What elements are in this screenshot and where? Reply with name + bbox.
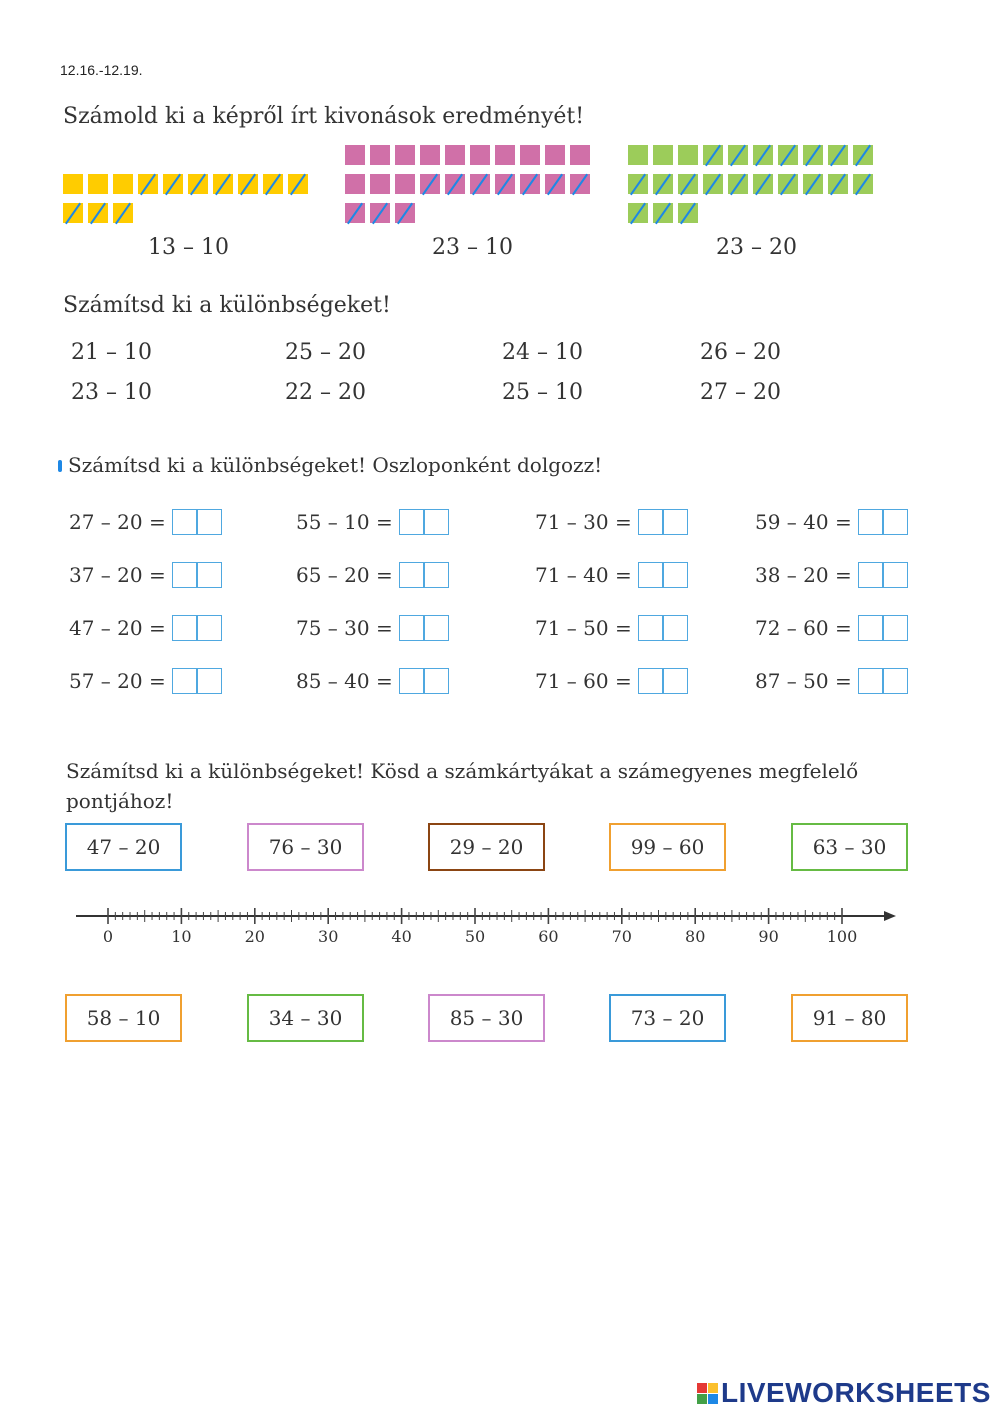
answer-box[interactable] <box>172 509 223 535</box>
tick-label: 60 <box>538 927 559 946</box>
equation-text: 85 – 40 = <box>296 669 393 693</box>
unit-square <box>63 174 83 194</box>
unit-square <box>545 145 565 165</box>
unit-square <box>628 145 648 165</box>
unit-square <box>803 145 823 165</box>
answer-box[interactable] <box>399 615 450 641</box>
equation-row <box>69 615 222 641</box>
unit-square <box>753 145 773 165</box>
number-card[interactable]: 29 – 20 <box>428 823 545 871</box>
unit-square <box>63 203 83 223</box>
tick-label: 100 <box>826 927 858 946</box>
unit-square <box>420 174 440 194</box>
unit-square <box>803 174 823 194</box>
unit-square <box>678 145 698 165</box>
unit-square <box>370 145 390 165</box>
tick-label: 70 <box>611 927 632 946</box>
group-label-3: 23 – 20 <box>716 235 797 260</box>
difference-item: 25 – 20 <box>285 340 366 365</box>
group-label-1: 13 – 10 <box>148 235 229 260</box>
unit-square <box>828 145 848 165</box>
equation-row <box>296 509 449 535</box>
unit-square <box>753 174 773 194</box>
difference-item: 25 – 10 <box>502 380 583 405</box>
equation-text: 55 – 10 = <box>296 510 393 534</box>
answer-box[interactable] <box>858 509 909 535</box>
section3-heading: Számítsd ki a különbségeket! Oszloponként dolgozz! <box>68 453 603 477</box>
difference-item: 23 – 10 <box>71 380 152 405</box>
unit-square <box>703 145 723 165</box>
unit-square <box>88 203 108 223</box>
answer-box[interactable] <box>172 615 223 641</box>
unit-square <box>778 174 798 194</box>
unit-square <box>728 174 748 194</box>
unit-square <box>288 174 308 194</box>
unit-square <box>445 174 465 194</box>
equation-row <box>69 668 222 694</box>
tick-label: 10 <box>171 927 192 946</box>
equation-text: 37 – 20 = <box>69 563 166 587</box>
unit-square <box>420 145 440 165</box>
answer-box[interactable] <box>172 668 223 694</box>
tick-label: 20 <box>244 927 265 946</box>
unit-square <box>395 174 415 194</box>
unit-square <box>395 203 415 223</box>
section4-heading: Számítsd ki a különbségeket! Kösd a számkártyákat a számegyenes megfelelő pontjához! <box>66 759 859 813</box>
equation-text: 75 – 30 = <box>296 616 393 640</box>
equation-row <box>535 562 688 588</box>
arrow-head-icon <box>884 911 896 921</box>
equation-row <box>755 615 908 641</box>
answer-box[interactable] <box>399 562 450 588</box>
unit-square <box>370 174 390 194</box>
unit-square <box>653 174 673 194</box>
answer-box[interactable] <box>638 562 689 588</box>
answer-box[interactable] <box>858 615 909 641</box>
equation-text: 57 – 20 = <box>69 669 166 693</box>
equation-text: 65 – 20 = <box>296 563 393 587</box>
unit-square <box>678 174 698 194</box>
equation-row <box>755 668 908 694</box>
answer-box[interactable] <box>638 668 689 694</box>
equation-row <box>535 668 688 694</box>
unit-square <box>470 145 490 165</box>
number-card[interactable]: 85 – 30 <box>428 994 545 1042</box>
logo-text: LIVEWORKSHEETS <box>721 1377 991 1408</box>
unit-square <box>345 145 365 165</box>
unit-square <box>628 174 648 194</box>
tick-label: 40 <box>391 927 412 946</box>
unit-square <box>213 174 233 194</box>
number-card[interactable]: 34 – 30 <box>247 994 364 1042</box>
group-label-2: 23 – 10 <box>432 235 513 260</box>
unit-square <box>445 145 465 165</box>
equation-text: 71 – 40 = <box>535 563 632 587</box>
unit-square <box>138 174 158 194</box>
equation-text: 72 – 60 = <box>755 616 852 640</box>
section1-heading: Számold ki a képről írt kivonások eredményét! <box>63 104 585 129</box>
unit-square <box>545 174 565 194</box>
number-card[interactable]: 99 – 60 <box>609 823 726 871</box>
answer-box[interactable] <box>638 509 689 535</box>
section2-heading: Számítsd ki a különbségeket! <box>63 293 391 318</box>
unit-square <box>778 145 798 165</box>
number-line <box>70 900 910 960</box>
tick-label: 80 <box>685 927 706 946</box>
unit-square <box>520 145 540 165</box>
number-card[interactable]: 76 – 30 <box>247 823 364 871</box>
unit-square <box>88 174 108 194</box>
answer-box[interactable] <box>858 562 909 588</box>
answer-box[interactable] <box>399 668 450 694</box>
unit-square <box>570 145 590 165</box>
equation-text: 38 – 20 = <box>755 563 852 587</box>
tick-label: 50 <box>464 927 486 946</box>
equation-row <box>296 562 449 588</box>
difference-item: 21 – 10 <box>71 340 152 365</box>
unit-square <box>728 145 748 165</box>
equation-text: 71 – 50 = <box>535 616 632 640</box>
answer-box[interactable] <box>172 562 223 588</box>
equation-row <box>69 509 222 535</box>
number-card[interactable]: 47 – 20 <box>65 823 182 871</box>
tick-label: 0 <box>102 927 114 946</box>
equation-row <box>69 562 222 588</box>
unit-square <box>703 174 723 194</box>
unit-square <box>370 203 390 223</box>
equation-row <box>535 615 688 641</box>
difference-item: 27 – 20 <box>700 380 781 405</box>
unit-square <box>345 174 365 194</box>
unit-square <box>495 145 515 165</box>
unit-square <box>828 174 848 194</box>
logo-mark-icon <box>697 1383 718 1404</box>
equation-text: 59 – 40 = <box>755 510 852 534</box>
tick-label: 90 <box>758 927 779 946</box>
equation-row <box>296 615 449 641</box>
date-label: 12.16.-12.19. <box>60 62 143 78</box>
number-card[interactable]: 58 – 10 <box>65 994 182 1042</box>
unit-square <box>653 203 673 223</box>
answer-box[interactable] <box>399 509 450 535</box>
unit-square <box>163 174 183 194</box>
unit-square <box>345 203 365 223</box>
unit-square <box>853 145 873 165</box>
equation-text: 71 – 60 = <box>535 669 632 693</box>
number-card[interactable]: 63 – 30 <box>791 823 908 871</box>
unit-square <box>395 145 415 165</box>
unit-square <box>113 203 133 223</box>
unit-square <box>570 174 590 194</box>
difference-item: 22 – 20 <box>285 380 366 405</box>
unit-square <box>653 145 673 165</box>
number-card[interactable]: 73 – 20 <box>609 994 726 1042</box>
answer-box[interactable] <box>858 668 909 694</box>
equation-row <box>296 668 449 694</box>
liveworksheets-logo <box>697 1377 991 1409</box>
equation-text: 27 – 20 = <box>69 510 166 534</box>
unit-square <box>678 203 698 223</box>
unit-square <box>188 174 208 194</box>
bullet-marker <box>58 460 62 472</box>
unit-square <box>470 174 490 194</box>
unit-square <box>113 174 133 194</box>
tick-label: 30 <box>318 927 339 946</box>
answer-box[interactable] <box>638 615 689 641</box>
equation-row <box>755 509 908 535</box>
unit-square <box>495 174 515 194</box>
unit-square <box>520 174 540 194</box>
unit-square <box>628 203 648 223</box>
equation-row <box>535 509 688 535</box>
difference-item: 26 – 20 <box>700 340 781 365</box>
equation-text: 47 – 20 = <box>69 616 166 640</box>
unit-square <box>238 174 258 194</box>
unit-square <box>263 174 283 194</box>
equation-text: 87 – 50 = <box>755 669 852 693</box>
equation-row <box>755 562 908 588</box>
equation-text: 71 – 30 = <box>535 510 632 534</box>
difference-item: 24 – 10 <box>502 340 583 365</box>
number-card[interactable]: 91 – 80 <box>791 994 908 1042</box>
unit-square <box>853 174 873 194</box>
